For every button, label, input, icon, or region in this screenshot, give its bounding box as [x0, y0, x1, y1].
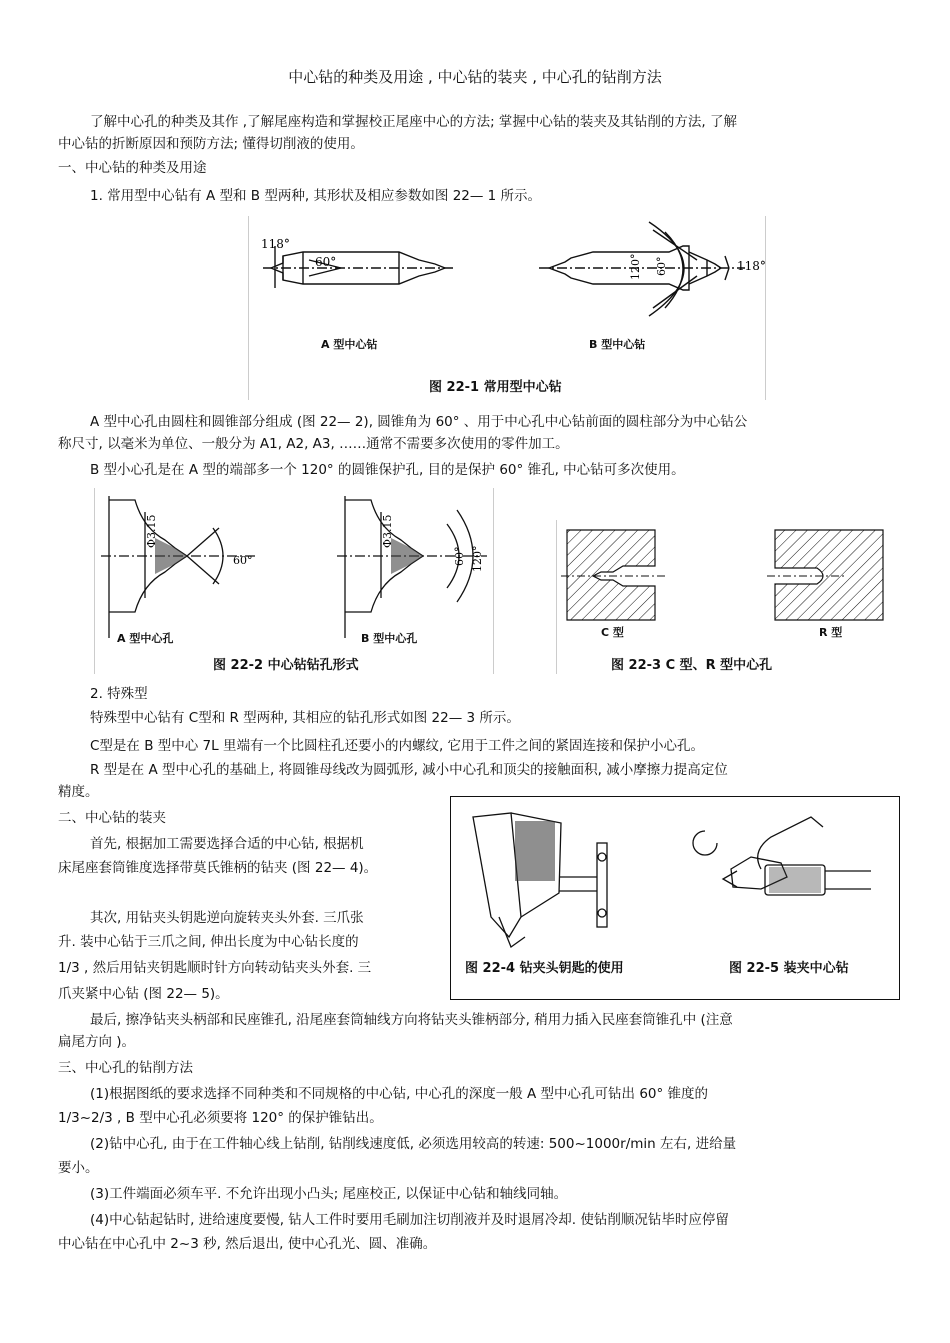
diameter-b: Φ3.15 [381, 514, 394, 548]
fig-22-4-caption: 图 22-4 钻夹头钥匙的使用 [465, 961, 624, 976]
sec2-p1-line-1: 首先, 根据加工需要选择合适的中心钻, 根据机 [90, 836, 364, 852]
fig-22-1-caption: 图 22-1 常用型中心钻 [429, 380, 562, 395]
sec2-p3-line-2: 扁尾方向 )。 [58, 1034, 136, 1050]
center-drill-drawing [249, 216, 765, 400]
fig-22-3-caption: 图 22-3 C 型、R 型中心孔 [611, 658, 773, 673]
sec2-p2-line-2: 升. 装中心钻于三爪之间, 伸出长度为中心钻长度的 [58, 934, 359, 950]
item-1-text: 1. 常用型中心钻有 A 型和 B 型两种, 其形状及相应参数如图 22— 1 所示。 [90, 188, 542, 204]
a-type-para-1: A 型中心孔由圆柱和圆锥部分组成 (图 22— 2), 圆锥角为 60° 、用于中心孔中心钻前面的圆柱部分为中心钻公 [90, 414, 748, 430]
diameter-a: Φ3.15 [145, 514, 158, 548]
fig-22-1-a-label: A 型中心钻 [321, 338, 378, 351]
angle-60-b: 60° [655, 256, 668, 276]
b-type-para: B 型小心孔是在 A 型的端部多一个 120° 的圆锥保护孔, 目的是保护 60° 锥孔, 中心钻可多次使用。 [90, 462, 685, 478]
figure-22-3 [556, 520, 887, 674]
angle-120-hole-b: 120° [471, 545, 484, 572]
angle-60-a: 60° [315, 255, 337, 269]
sec2-p1-line-2: 床尾座套筒锥度选择带莫氏锥柄的钻夹 (图 22— 4)。 [58, 860, 378, 876]
intro-line-2: 中心钻的折断原因和预防方法; 懂得切削液的使用。 [58, 136, 364, 152]
center-hole-drawing [95, 488, 493, 674]
intro-line-1: 了解中心孔的种类及其作 ,了解尾座构造和掌握校正尾座中心的方法; 掌握中心钻的装夹及其钻削的方法, 了解 [90, 114, 738, 130]
fig-22-2-caption: 图 22-2 中心钻钻孔形式 [213, 658, 359, 673]
r-type-para-1: R 型是在 A 型中心孔的基础上, 将圆锥母线改为圆弧形, 减小中心孔和顶尖的接触面积, 减小摩擦力提高定位 [90, 762, 728, 778]
sec2-p2-line-4: 爪夹紧中心钻 (图 22— 5)。 [58, 986, 229, 1002]
item-2-heading: 2. 特殊型 [90, 686, 148, 702]
r-type-para-2: 精度。 [58, 784, 99, 800]
step-1-line-2: 1/3~2/3 , B 型中心孔必须要将 120° 的保护锥钻出。 [58, 1110, 383, 1126]
page-title: 中心钻的种类及用途 , 中心钻的装夹 , 中心孔的钻削方法 [288, 68, 662, 86]
step-4-line-2: 中心钻在中心孔中 2~3 秒, 然后退出, 使中心孔光、圆、准确。 [58, 1236, 437, 1252]
fig-22-3-c-label: C 型 [601, 626, 624, 639]
a-type-para-2: 称尺寸, 以毫米为单位、一般分为 A1, A2, A3, ……通常不需要多次使用的零件加工。 [58, 436, 569, 452]
angle-118-a: 118° [261, 237, 290, 251]
angle-118-b: 118° [737, 259, 765, 273]
step-4-line-1: (4)中心钻起钻时, 进给速度要慢, 钻人工件时要用毛刷加注切削液并及时退屑冷却. 使钻削顺况钻毕时应停留 [90, 1212, 729, 1228]
figure-22-4-22-5 [450, 796, 900, 1000]
section-1-heading: 一、中心钻的种类及用途 [58, 160, 207, 176]
fig-22-1-b-label: B 型中心钻 [589, 338, 646, 351]
angle-60-hole-b: 60° [453, 546, 466, 566]
c-type-para: C型是在 B 型中心 7L 里端有一个比圆柱孔还要小的内螺纹, 它用于工件之间的紧固连接和保护小心孔。 [90, 738, 705, 754]
special-type-text: 特殊型中心钻有 C型和 R 型两种, 其相应的钻孔形式如图 22— 3 所示。 [90, 710, 520, 726]
sec2-p2-line-1: 其次, 用钻夹头钥匙逆向旋转夹头外套. 三爪张 [90, 910, 364, 926]
sec2-p2-line-3: 1/3 , 然后用钻夹钥匙顺时针方向转动钻夹头外套. 三 [58, 960, 372, 976]
step-2-line-1: (2)钻中心孔, 由于在工件轴心线上钻削, 钻削线速度低, 必须选用较高的转速: 500~1000r/min 左右, 进给量 [90, 1136, 737, 1152]
fig-22-5-caption: 图 22-5 装夹中心钻 [729, 961, 849, 976]
fig-22-2-b-label: B 型中心孔 [361, 632, 418, 645]
c-r-hole-drawing [557, 520, 887, 674]
figure-22-1 [248, 216, 766, 400]
step-1-line-1: (1)根据图纸的要求选择不同种类和不同规格的中心钻, 中心孔的深度一般 A 型中心孔可钻出 60° 锥度的 [90, 1086, 709, 1102]
fig-22-3-r-label: R 型 [819, 626, 843, 639]
angle-60-hole-a: 60° [233, 554, 253, 567]
fig-22-2-a-label: A 型中心孔 [117, 632, 174, 645]
angle-120-b: 120° [629, 253, 642, 280]
figure-22-2 [94, 488, 494, 674]
sec2-p3-line-1: 最后, 擦净钻夹头柄部和民座锥孔, 沿尾座套筒轴线方向将钻夹头锥柄部分, 稍用力插入民座套筒锥孔中 (注意 [90, 1012, 733, 1028]
step-2-line-2: 要小。 [58, 1160, 99, 1176]
section-3-heading: 三、中心孔的钻削方法 [58, 1060, 193, 1076]
section-2-heading: 二、中心钻的装夹 [58, 810, 166, 826]
step-3-text: (3)工件端面必须车平. 不允许出现小凸头; 尾座校正, 以保证中心钻和轴线同轴。 [90, 1186, 568, 1202]
